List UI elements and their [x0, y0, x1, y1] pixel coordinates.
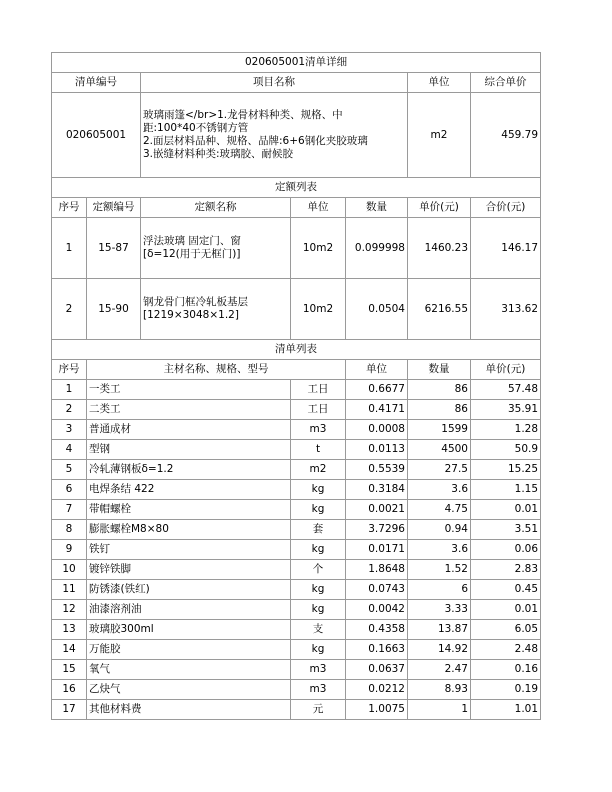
list-qty: 0.0021: [346, 500, 408, 520]
list-qty: 0.5539: [346, 460, 408, 480]
quota-qty: 0.099998: [346, 218, 408, 279]
list-name: 万能胶: [87, 640, 291, 660]
list-row: [52, 480, 541, 500]
bill-detail-table: [51, 52, 541, 720]
list-header-row: [52, 360, 541, 380]
list-row: [52, 400, 541, 420]
list-header-cell: 单价(元): [471, 360, 541, 380]
list-no: 4: [52, 440, 87, 460]
list-qty: 0.3184: [346, 480, 408, 500]
list-row: [52, 440, 541, 460]
list-no: 9: [52, 540, 87, 560]
bill-code: 020605001: [52, 93, 141, 178]
quota-no: 2: [52, 279, 87, 340]
list-no: 3: [52, 420, 87, 440]
quota-qty: 0.0504: [346, 279, 408, 340]
bill-unit-header: 单位: [408, 73, 471, 93]
list-qty: 1.8648: [346, 560, 408, 580]
list-no: 7: [52, 500, 87, 520]
quota-header-cell: 单价(元): [408, 198, 471, 218]
list-name: 镀锌铁脚: [87, 560, 291, 580]
list-name: 氧气: [87, 660, 291, 680]
list-row: [52, 540, 541, 560]
list-header-cell: 数量: [408, 360, 471, 380]
list-price: 2.47: [408, 660, 471, 680]
list-header-cell: 主材名称、规格、型号: [87, 360, 346, 380]
bill-desc-line: 距:100*40不锈钢方管: [143, 122, 249, 134]
list-row: [52, 460, 541, 480]
list-price: 6: [408, 580, 471, 600]
bill-desc-line: 2.面层材料品种、规格、品牌:6+6钢化夹胶玻璃: [143, 135, 368, 147]
quota-header-cell: 定额编号: [87, 198, 141, 218]
quota-total: 313.62: [471, 279, 541, 340]
quota-header-cell: 定额名称: [141, 198, 291, 218]
list-name: 普通成材: [87, 420, 291, 440]
list-price: 14.92: [408, 640, 471, 660]
quota-header-cell: 数量: [346, 198, 408, 218]
list-name: 油漆溶剂油: [87, 600, 291, 620]
list-total: 2.83: [471, 560, 541, 580]
quota-header-cell: 单位: [291, 198, 346, 218]
list-price: 3.6: [408, 480, 471, 500]
list-name: 冷轧薄钢板δ=1.2: [87, 460, 291, 480]
list-row: [52, 680, 541, 700]
list-unit: kg: [291, 600, 346, 620]
list-total: 15.25: [471, 460, 541, 480]
list-no: 5: [52, 460, 87, 480]
list-unit: kg: [291, 480, 346, 500]
list-unit: m3: [291, 660, 346, 680]
list-no: 12: [52, 600, 87, 620]
list-unit: 元: [291, 700, 346, 720]
list-price: 86: [408, 380, 471, 400]
list-unit: m3: [291, 420, 346, 440]
bill-unit: m2: [408, 93, 471, 178]
list-total: 0.45: [471, 580, 541, 600]
list-price: 1.52: [408, 560, 471, 580]
list-row: [52, 620, 541, 640]
list-qty: 0.0212: [346, 680, 408, 700]
list-row: [52, 600, 541, 620]
list-total: 57.48: [471, 380, 541, 400]
list-no: 17: [52, 700, 87, 720]
list-unit: m2: [291, 460, 346, 480]
quota-name-line: 浮法玻璃 固定门、窗: [143, 235, 241, 247]
list-price: 4.75: [408, 500, 471, 520]
list-total: 0.01: [471, 500, 541, 520]
bill-code-header: 清单编号: [52, 73, 141, 93]
quota-price: 1460.23: [408, 218, 471, 279]
list-price: 3.33: [408, 600, 471, 620]
quota-total: 146.17: [471, 218, 541, 279]
list-qty: 0.0042: [346, 600, 408, 620]
list-total: 3.51: [471, 520, 541, 540]
table-title: 020605001清单详细: [52, 53, 541, 73]
list-row: [52, 700, 541, 720]
quota-header-cell: 序号: [52, 198, 87, 218]
list-header-cell: 单位: [346, 360, 408, 380]
list-unit: kg: [291, 580, 346, 600]
list-total: 1.01: [471, 700, 541, 720]
list-qty: 0.0743: [346, 580, 408, 600]
quota-code: 15-90: [87, 279, 141, 340]
list-name: 电焊条结 422: [87, 480, 291, 500]
quota-unit: 10m2: [291, 218, 346, 279]
list-unit: kg: [291, 540, 346, 560]
bill-description: [141, 93, 408, 178]
list-total: 0.16: [471, 660, 541, 680]
list-total: 1.28: [471, 420, 541, 440]
list-total: 2.48: [471, 640, 541, 660]
list-qty: 0.4358: [346, 620, 408, 640]
list-price: 86: [408, 400, 471, 420]
bill-desc-line: 3.嵌缝材料种类:玻璃胶、耐候胶: [143, 148, 294, 160]
list-no: 6: [52, 480, 87, 500]
list-row: [52, 380, 541, 400]
list-unit: 工日: [291, 380, 346, 400]
list-total: 0.01: [471, 600, 541, 620]
list-no: 16: [52, 680, 87, 700]
list-unit: 套: [291, 520, 346, 540]
list-price: 1: [408, 700, 471, 720]
list-unit: 个: [291, 560, 346, 580]
list-qty: 0.1663: [346, 640, 408, 660]
list-qty: 1.0075: [346, 700, 408, 720]
list-qty: 0.6677: [346, 380, 408, 400]
list-qty: 0.4171: [346, 400, 408, 420]
quota-name-line: 钢龙骨门框冷轧板基层: [143, 296, 248, 308]
bill-price-header: 综合单价: [471, 73, 541, 93]
quota-section-title: 定额列表: [52, 178, 541, 198]
list-name: 型钢: [87, 440, 291, 460]
list-row: [52, 420, 541, 440]
quota-price: 6216.55: [408, 279, 471, 340]
list-section-title: 清单列表: [52, 340, 541, 360]
list-name: 铁钉: [87, 540, 291, 560]
list-price: 1599: [408, 420, 471, 440]
bill-name-header: 项目名称: [141, 73, 408, 93]
list-total: 35.91: [471, 400, 541, 420]
list-unit: kg: [291, 640, 346, 660]
list-unit: 支: [291, 620, 346, 640]
list-no: 2: [52, 400, 87, 420]
list-no: 15: [52, 660, 87, 680]
list-header-cell: 序号: [52, 360, 87, 380]
list-total: 0.19: [471, 680, 541, 700]
list-no: 11: [52, 580, 87, 600]
list-name: 玻璃胶300ml: [87, 620, 291, 640]
list-name: 乙炔气: [87, 680, 291, 700]
list-row: [52, 520, 541, 540]
list-unit: t: [291, 440, 346, 460]
list-name: 其他材料费: [87, 700, 291, 720]
list-qty: 0.0113: [346, 440, 408, 460]
quota-row: [52, 279, 541, 340]
quota-row: [52, 218, 541, 279]
list-no: 8: [52, 520, 87, 540]
list-price: 4500: [408, 440, 471, 460]
list-qty: 0.0637: [346, 660, 408, 680]
list-no: 13: [52, 620, 87, 640]
list-qty: 0.0008: [346, 420, 408, 440]
quota-name-line: [δ=12(用于无框门)]: [143, 248, 241, 260]
list-row: [52, 640, 541, 660]
list-name: 膨胀螺栓M8×80: [87, 520, 291, 540]
list-row: [52, 660, 541, 680]
list-name: 一类工: [87, 380, 291, 400]
list-total: 6.05: [471, 620, 541, 640]
list-row: [52, 500, 541, 520]
bill-desc-line: 玻璃雨篷</br>1.龙骨材料种类、规格、中: [143, 109, 343, 121]
list-price: 0.94: [408, 520, 471, 540]
list-total: 0.06: [471, 540, 541, 560]
list-no: 1: [52, 380, 87, 400]
list-row: [52, 560, 541, 580]
bill-price: 459.79: [471, 93, 541, 178]
quota-name: [141, 279, 291, 340]
list-name: 防锈漆(铁红): [87, 580, 291, 600]
list-name: 带帽螺栓: [87, 500, 291, 520]
list-qty: 0.0171: [346, 540, 408, 560]
list-price: 13.87: [408, 620, 471, 640]
list-no: 14: [52, 640, 87, 660]
list-unit: 工日: [291, 400, 346, 420]
quota-header-row: [52, 198, 541, 218]
quota-no: 1: [52, 218, 87, 279]
list-price: 3.6: [408, 540, 471, 560]
list-row: [52, 580, 541, 600]
quota-name-line: [1219×3048×1.2]: [143, 309, 239, 321]
quota-name: [141, 218, 291, 279]
list-qty: 3.7296: [346, 520, 408, 540]
list-name: 二类工: [87, 400, 291, 420]
list-price: 27.5: [408, 460, 471, 480]
list-no: 10: [52, 560, 87, 580]
quota-unit: 10m2: [291, 279, 346, 340]
quota-header-cell: 合价(元): [471, 198, 541, 218]
list-total: 1.15: [471, 480, 541, 500]
quota-code: 15-87: [87, 218, 141, 279]
list-price: 8.93: [408, 680, 471, 700]
list-total: 50.9: [471, 440, 541, 460]
list-unit: m3: [291, 680, 346, 700]
list-unit: kg: [291, 500, 346, 520]
